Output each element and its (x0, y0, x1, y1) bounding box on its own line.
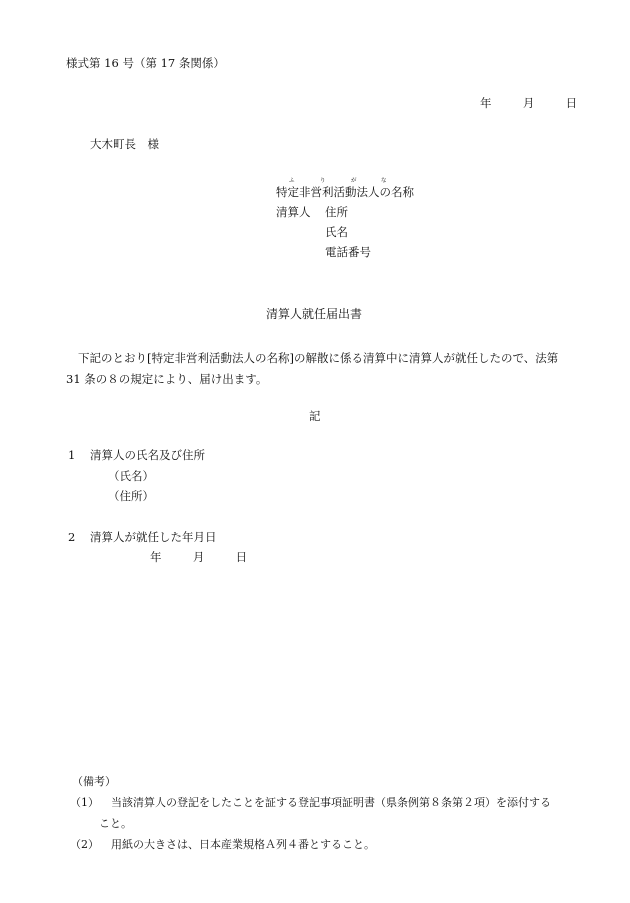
note-continuation: こと。 (99, 817, 132, 830)
appointment-date (150, 551, 247, 565)
item-label: 清算人の氏名及び住所 (90, 448, 205, 462)
date-month: 月 (192, 550, 205, 564)
furigana-4: な (381, 178, 387, 184)
date-year: 年 (150, 550, 162, 564)
note-text: 用紙の大きさは、日本産業規格Ａ列４番とすること。 (111, 838, 375, 851)
submission-date (480, 97, 577, 111)
form-number: 様式第 16 号（第 17 条関係） (66, 56, 225, 70)
furigana-3: が (351, 178, 357, 184)
item-number: 2 (68, 530, 76, 544)
address-label: 住所 (325, 205, 348, 219)
note-text: 当該清算人の登記をしたことを証する登記事項証明書（県条例第８条第２項）を添付する (111, 796, 551, 809)
furigana-1: ふ (289, 178, 295, 184)
note-marker: （2） (70, 838, 99, 851)
addressee: 大木町長 様 (90, 137, 159, 151)
body-text: 下記のとおり[特定非営利活動法人の名称]の解散に係る清算中に清算人が就任したので、法第 31 条の８の規定により、届け出ます。 (66, 351, 559, 386)
note-marker: （1） (70, 796, 99, 809)
item-sub-address: （住所） (108, 489, 154, 503)
date-month: 月 (522, 96, 535, 110)
item-label: 清算人が就任した年月日 (90, 530, 217, 544)
item-number: 1 (68, 448, 76, 462)
phone-label: 電話番号 (325, 245, 371, 259)
ki-heading: 記 (309, 409, 321, 423)
furigana-2: り (320, 178, 326, 184)
liquidator-label: 清算人 (276, 205, 311, 219)
document-title: 清算人就任届出書 (266, 307, 363, 321)
org-name-label: 特定非営利活動法人の名称 (276, 185, 414, 199)
date-year: 年 (480, 96, 492, 110)
item-sub-name: （氏名） (108, 469, 154, 483)
notes-heading: （備考） (72, 775, 116, 788)
name-label: 氏名 (325, 225, 348, 239)
date-day: 日 (235, 550, 248, 564)
date-day: 日 (565, 96, 578, 110)
